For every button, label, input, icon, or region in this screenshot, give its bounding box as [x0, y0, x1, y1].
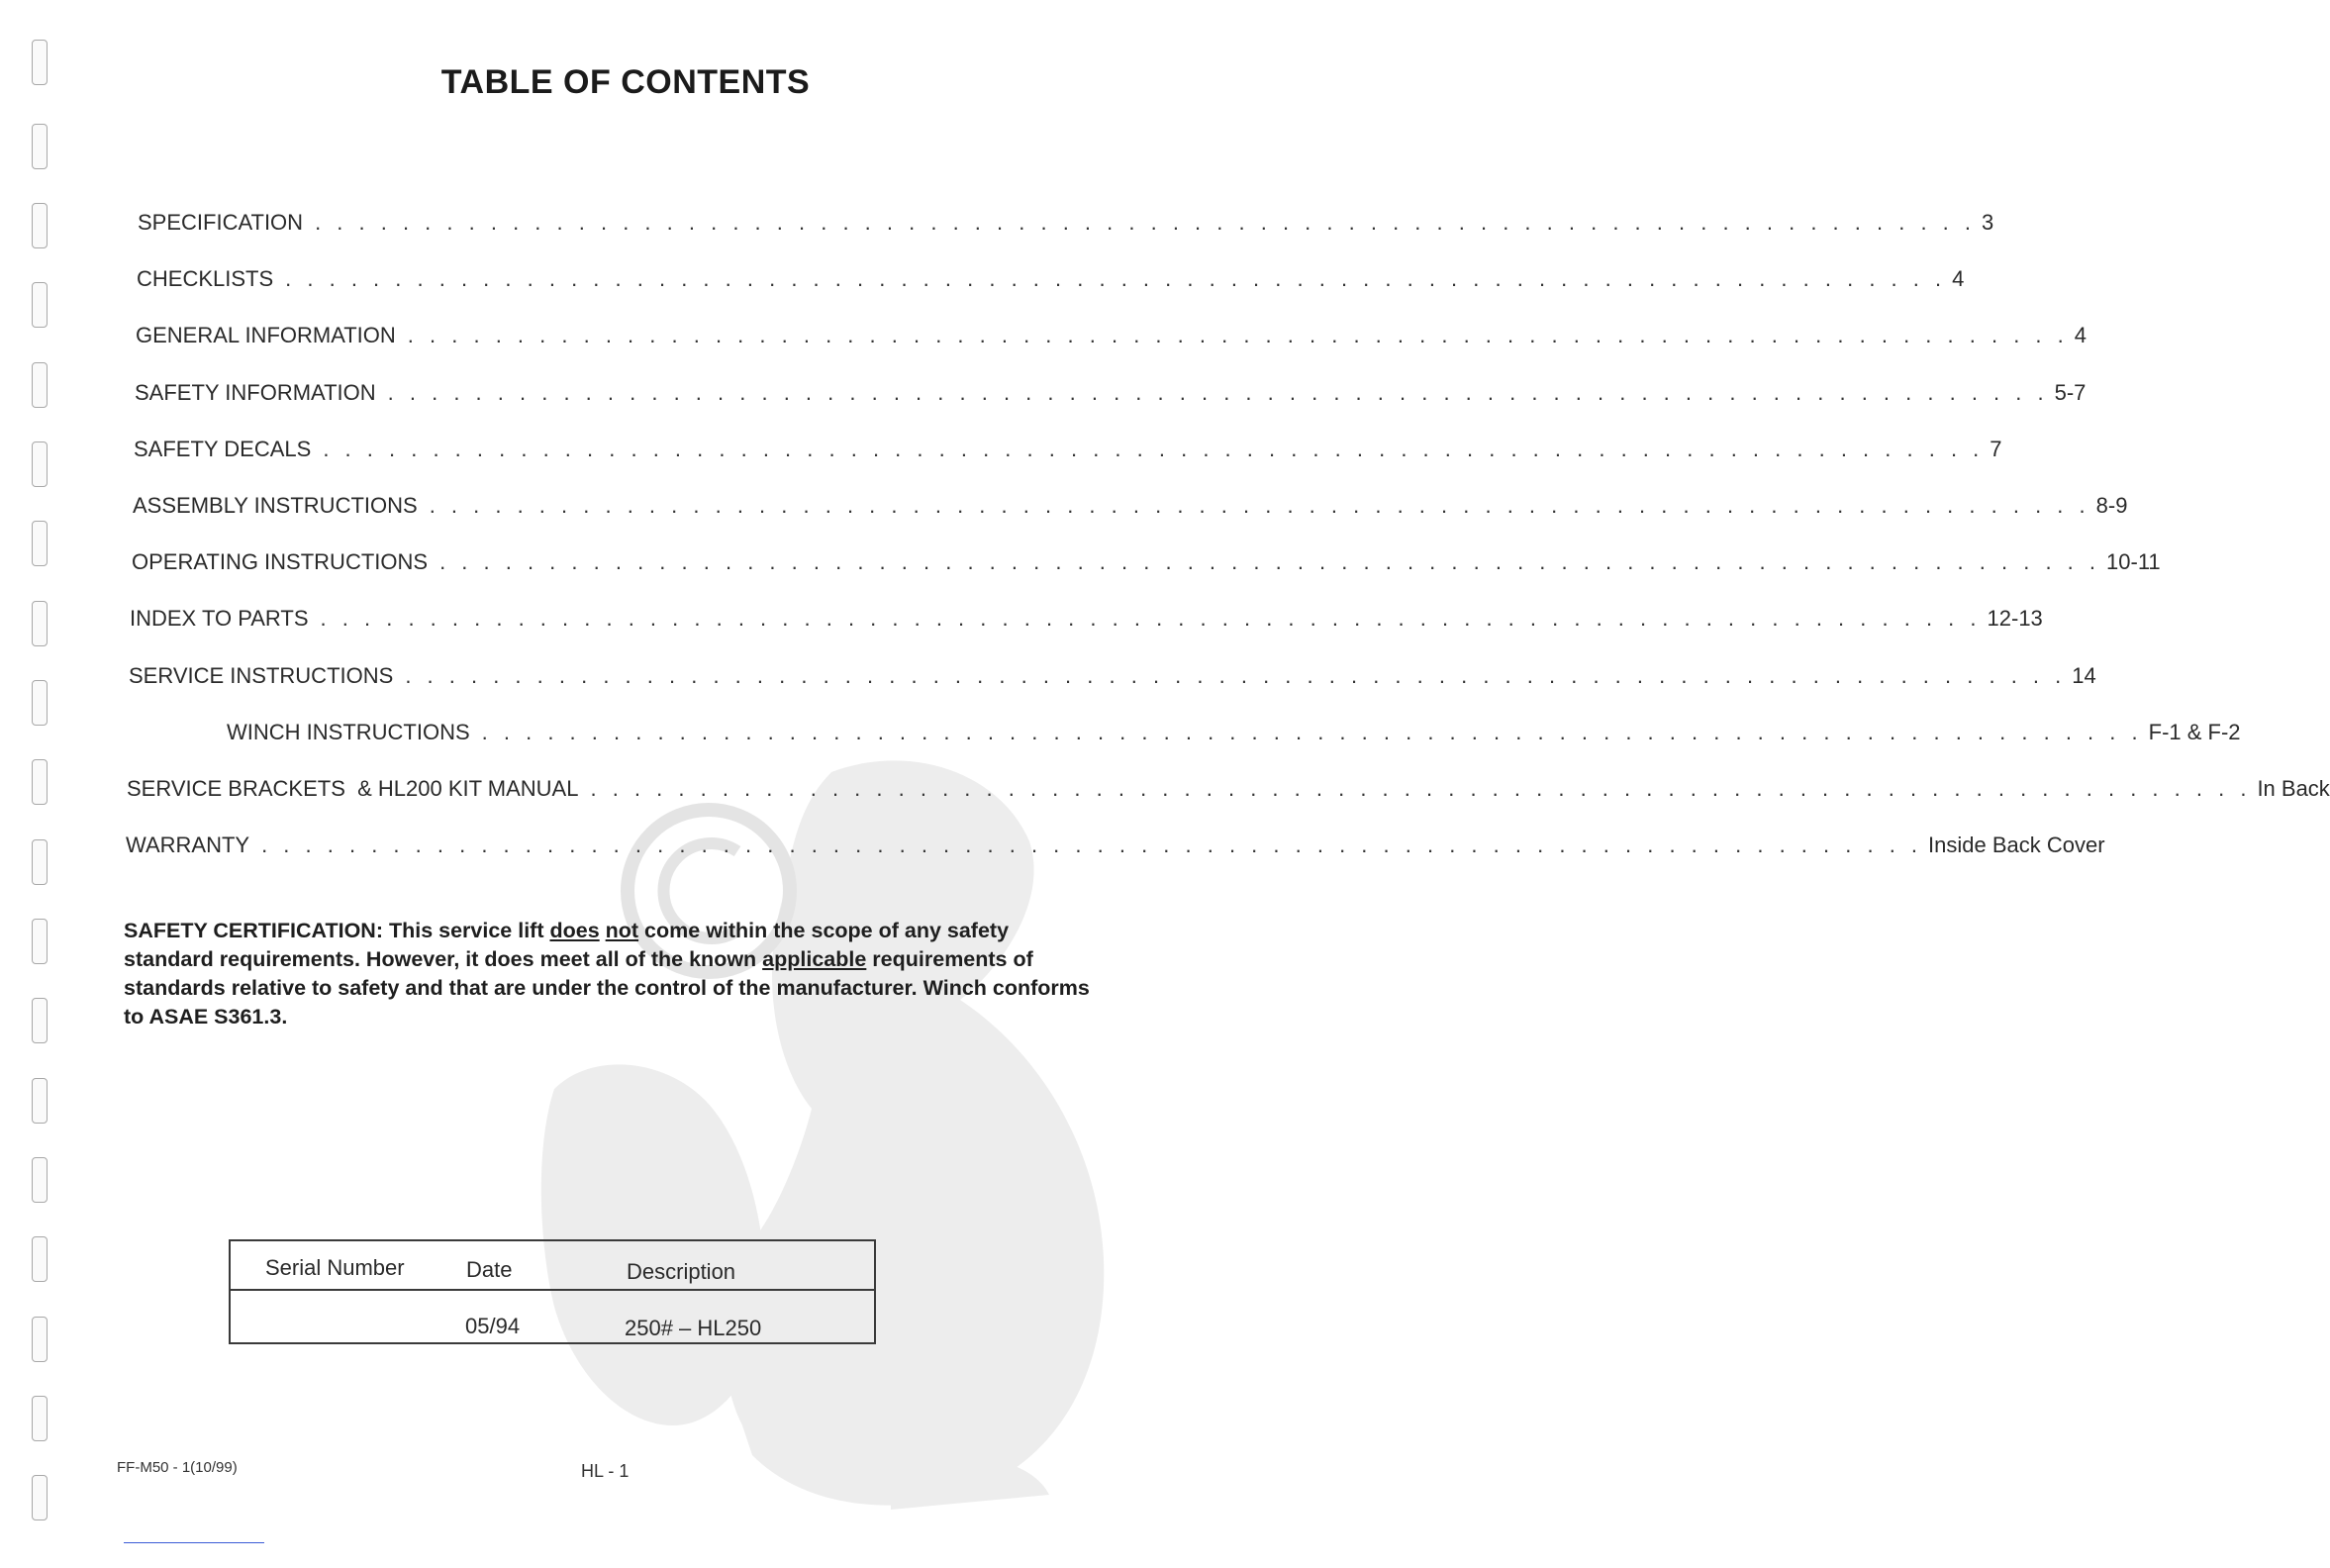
- toc-entry: [227, 720, 2241, 745]
- safety-certification: [124, 917, 1099, 1031]
- toc-entry: [132, 549, 2161, 575]
- toc-entry: [133, 493, 2128, 519]
- binder-hole-icon: [32, 601, 48, 646]
- toc-leader: . . . . . . . . . . . . . . . . . . . . . . . . . . . . . . . . . . . . . . . . . . . . . . . . . . . . . . . . . . . . . . . . . . . . . . . . . . . .: [261, 833, 1923, 857]
- toc-page: 7: [1990, 437, 2002, 461]
- toc-entry: [127, 776, 2330, 802]
- toc-leader: . . . . . . . . . . . . . . . . . . . . . . . . . . . . . . . . . . . . . . . . . . . . . . . . . . . . . . . . . . . . . . . . . . . . . . . . . . . .: [285, 266, 1947, 291]
- toc-page: 3: [1982, 210, 1994, 235]
- toc-label: GENERAL INFORMATION: [136, 323, 396, 347]
- toc-label: WINCH INSTRUCTIONS: [227, 720, 470, 744]
- toc-label: OPERATING INSTRUCTIONS: [132, 549, 429, 574]
- toc-page: 4: [2074, 323, 2087, 347]
- toc-label: CHECKLISTS: [137, 266, 274, 291]
- binder-hole-icon: [32, 839, 48, 885]
- toc-leader: . . . . . . . . . . . . . . . . . . . . . . . . . . . . . . . . . . . . . . . . . . . . . . . . . . . . . . . . . . . . . . . . . . . . . . . . . . . .: [315, 210, 1977, 235]
- serial-number-table: [229, 1239, 876, 1344]
- toc-label: INDEX TO PARTS: [130, 606, 309, 631]
- toc-label: SAFETY DECALS: [134, 437, 312, 461]
- safety-lead: SAFETY CERTIFICATION:: [124, 919, 383, 942]
- table-cell-date: 05/94: [465, 1314, 521, 1338]
- toc-page: 4: [1952, 266, 1965, 291]
- binder-hole-icon: [32, 680, 48, 726]
- toc-leader: . . . . . . . . . . . . . . . . . . . . . . . . . . . . . . . . . . . . . . . . . . . . . . . . . . . . . . . . . . . . . . . . . . . . . . . . . . . .: [320, 606, 1982, 631]
- binder-hole-icon: [32, 1078, 48, 1124]
- toc-entry: [130, 606, 2043, 632]
- toc-entry: [137, 266, 1965, 292]
- toc-entry: [126, 833, 2105, 858]
- toc-page: 10-11: [2106, 549, 2161, 574]
- toc-leader: . . . . . . . . . . . . . . . . . . . . . . . . . . . . . . . . . . . . . . . . . . . . . . . . . . . . . . . . . . . . . . . . . . . . . . . . . . . .: [387, 380, 2049, 405]
- toc-page: 12-13: [1987, 606, 2043, 631]
- toc-label: SERVICE INSTRUCTIONS: [129, 663, 394, 688]
- table-header-serial: Serial Number: [265, 1255, 405, 1280]
- safety-text: requirements of standards relative to safety and that are under the control of the manufacturer. Winch conforms to ASAE S361.3.: [124, 947, 1090, 1029]
- table-cell-description: 250# – HL250: [625, 1316, 762, 1340]
- table-divider: [231, 1289, 874, 1291]
- toc-label: SERVICE BRACKETS & HL200 KIT MANUAL: [127, 776, 579, 801]
- table-header-date: Date: [466, 1257, 513, 1282]
- toc-page: 8-9: [2095, 493, 2128, 518]
- safety-underline: not: [605, 919, 639, 942]
- binder-hole-icon: [32, 1475, 48, 1520]
- binder-hole-icon: [32, 759, 48, 805]
- binder-hole-icon: [32, 1317, 48, 1362]
- toc-page: Inside Back Cover: [1928, 833, 2105, 857]
- binder-hole-icon: [32, 282, 48, 328]
- toc-label: WARRANTY: [126, 833, 250, 857]
- binder-hole-icon: [32, 203, 48, 248]
- toc-leader: . . . . . . . . . . . . . . . . . . . . . . . . . . . . . . . . . . . . . . . . . . . . . . . . . . . . . . . . . . . . . . . . . . . . . . . . . . . .: [323, 437, 1985, 461]
- binder-hole-icon: [32, 1396, 48, 1441]
- toc-page: 5-7: [2054, 380, 2087, 405]
- page-title: TABLE OF CONTENTS: [440, 63, 811, 101]
- toc-entry: [136, 323, 2087, 348]
- binder-hole-icon: [32, 124, 48, 169]
- binder-hole-icon: [32, 1157, 48, 1203]
- page-number: HL - 1: [581, 1461, 630, 1481]
- binder-hole-icon: [32, 998, 48, 1043]
- safety-text: come within the scope of any safety standard requirements. However, it does meet all of the known: [124, 919, 1010, 971]
- toc-leader: . . . . . . . . . . . . . . . . . . . . . . . . . . . . . . . . . . . . . . . . . . . . . . . . . . . . . . . . . . . . . . . . . . . . . . . . . . . .: [481, 720, 2143, 744]
- binder-hole-icon: [32, 1236, 48, 1282]
- binder-hole-icon: [32, 441, 48, 487]
- toc-leader: . . . . . . . . . . . . . . . . . . . . . . . . . . . . . . . . . . . . . . . . . . . . . . . . . . . . . . . . . . . . . . . . . . . . . . . . . . . .: [405, 663, 2067, 688]
- toc-label: ASSEMBLY INSTRUCTIONS: [133, 493, 418, 518]
- safety-text: This service lift: [382, 919, 550, 942]
- bottom-rule: [124, 1542, 264, 1543]
- table-header-description: Description: [627, 1259, 736, 1284]
- toc-entry: [129, 663, 2096, 689]
- binder-hole-icon: [32, 521, 48, 566]
- binder-hole-icon: [32, 362, 48, 408]
- toc-leader: . . . . . . . . . . . . . . . . . . . . . . . . . . . . . . . . . . . . . . . . . . . . . . . . . . . . . . . . . . . . . . . . . . . . . . . . . . . .: [590, 776, 2252, 801]
- toc-page: 14: [2072, 663, 2096, 688]
- toc-page: F-1 & F-2: [2148, 720, 2241, 744]
- toc-leader: . . . . . . . . . . . . . . . . . . . . . . . . . . . . . . . . . . . . . . . . . . . . . . . . . . . . . . . . . . . . . . . . . . . . . . . . . . . .: [429, 493, 2090, 518]
- binder-holes: [32, 40, 49, 1534]
- toc-label: SPECIFICATION: [138, 210, 304, 235]
- toc-entry: [134, 437, 2002, 462]
- toc-label: SAFETY INFORMATION: [135, 380, 376, 405]
- toc-leader: . . . . . . . . . . . . . . . . . . . . . . . . . . . . . . . . . . . . . . . . . . . . . . . . . . . . . . . . . . . . . . . . . . . . . . . . . . . .: [439, 549, 2101, 574]
- toc-entry: [138, 210, 1994, 236]
- binder-hole-icon: [32, 919, 48, 964]
- toc-page: In Back: [2257, 776, 2330, 801]
- form-number: FF-M50 - 1(10/99): [117, 1459, 238, 1476]
- safety-underline: applicable: [762, 947, 867, 971]
- safety-underline: does: [549, 919, 600, 942]
- toc-leader: . . . . . . . . . . . . . . . . . . . . . . . . . . . . . . . . . . . . . . . . . . . . . . . . . . . . . . . . . . . . . . . . . . . . . . . . . . . .: [407, 323, 2069, 347]
- toc-entry: [135, 380, 2087, 406]
